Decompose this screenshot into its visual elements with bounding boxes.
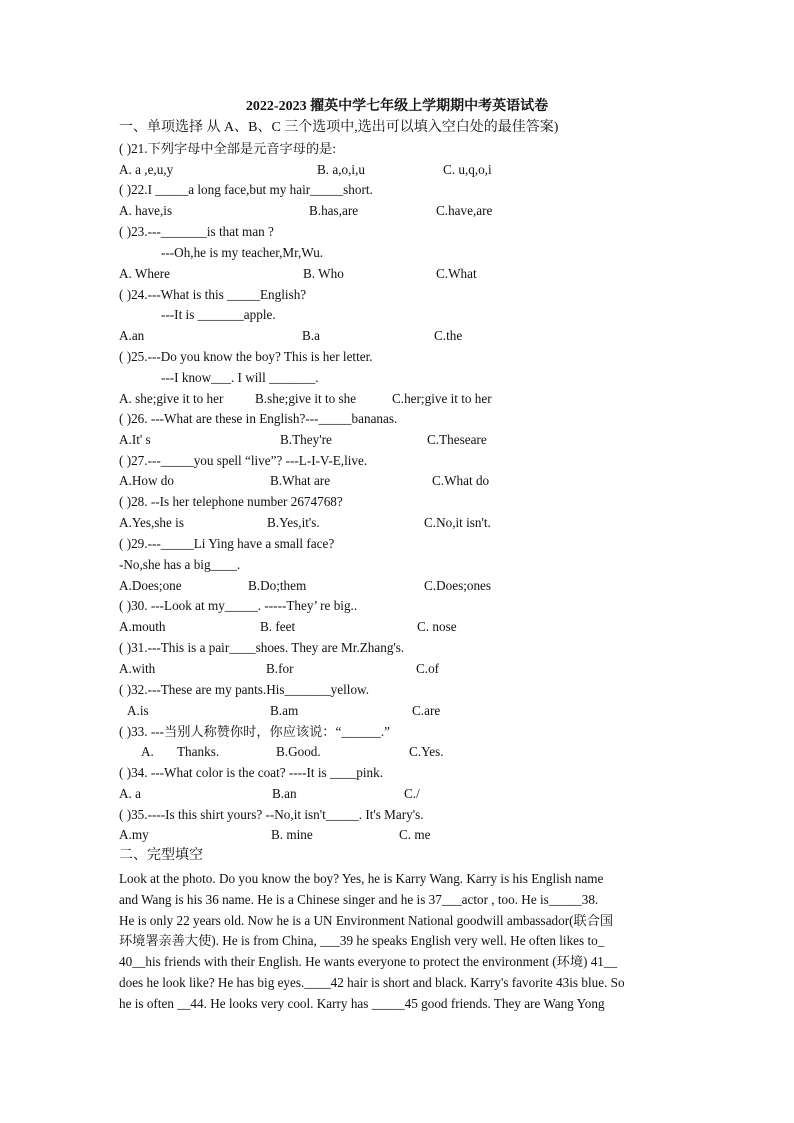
question-stem: ( )32.---These are my pants.His_______yellow. — [119, 682, 370, 697]
answer-option: A. a — [119, 786, 141, 801]
answer-option: B.has,are — [309, 203, 359, 218]
answer-option: B.an — [272, 786, 297, 801]
answer-option: B.They're — [280, 432, 332, 447]
answer-option: C.her;give it to her — [392, 391, 492, 406]
passage-line: Look at the photo. Do you know the boy? Yes, he is Karry Wang. Karry is his English name — [119, 871, 604, 886]
answer-option: A. a ,e,u,y — [119, 162, 174, 177]
answer-option: A.with — [119, 661, 156, 676]
answer-option: C.Theseare — [427, 432, 487, 447]
question-stem: ( )31.---This is a pair____shoes. They are Mr.Zhang's. — [119, 640, 405, 655]
answer-option: C.of — [416, 661, 440, 676]
question-stem: ---I know___. I will _______. — [161, 370, 319, 385]
question-stem: ( )33. ---当别人称赞你时，你应该说：“______.” — [119, 724, 391, 739]
passage-line: he is often __44. He looks very cool. Karry has _____45 good friends. They are Wang Yong — [119, 996, 605, 1011]
question-stem: ( )28. --Is her telephone number 2674768? — [119, 494, 343, 509]
question-stem: ( )22.I _____a long face,but my hair_____short. — [119, 182, 373, 197]
passage-line: 环境署亲善大使). He is from China, ___39 he speaks English very well. He often likes to_ — [119, 933, 605, 948]
passage-line: and Wang is his 36 name. He is a Chinese singer and he is 37___actor , too. He is_____38. — [119, 892, 599, 907]
answer-option: C.What — [436, 266, 477, 281]
answer-option: C.No,it isn't. — [424, 515, 491, 530]
answer-option: A. she;give it to her — [119, 391, 224, 406]
answer-option: A. — [141, 744, 154, 759]
question-stem: ( )27.---_____you spell “live”? ---L-I-V-E,live. — [119, 453, 368, 468]
answer-option: Thanks. — [177, 744, 220, 759]
question-stem: ( )23.---_______is that man ? — [119, 224, 274, 239]
answer-option: A.mouth — [119, 619, 166, 634]
answer-option: B.Good. — [276, 744, 321, 759]
answer-option: C. u,q,o,i — [443, 162, 492, 177]
answer-option: A.is — [127, 703, 149, 718]
answer-option: B.for — [266, 661, 294, 676]
answer-option: C.have,are — [436, 203, 493, 218]
answer-option: C.the — [434, 328, 463, 343]
answer-option: B.she;give it to she — [255, 391, 357, 406]
answer-option: A.Yes,she is — [119, 515, 184, 530]
answer-option: A.my — [119, 827, 149, 842]
answer-option: C.Yes. — [409, 744, 444, 759]
passage-line: He is only 22 years old. Now he is a UN Environment National goodwill ambassador(联合国 — [119, 913, 614, 928]
answer-option: A.It' s — [119, 432, 151, 447]
section-heading: 二、完型填空 — [119, 848, 203, 863]
question-stem: ( )29.---_____Li Ying have a small face? — [119, 536, 335, 551]
answer-option: C. nose — [417, 619, 457, 634]
answer-option: C. me — [399, 827, 431, 842]
question-stem: ( )30. ---Look at my_____. -----They’ re big.. — [119, 598, 358, 613]
answer-option: B.What are — [270, 473, 331, 488]
question-stem: ( )25.---Do you know the boy? This is her letter. — [119, 349, 373, 364]
question-stem: ---It is _______apple. — [161, 307, 276, 322]
answer-option: B.Do;them — [248, 578, 307, 593]
answer-option: A. have,is — [119, 203, 173, 218]
answer-option: A.Does;one — [119, 578, 182, 593]
question-stem: ---Oh,he is my teacher,Mr,Wu. — [161, 245, 324, 260]
passage-line: does he look like? He has big eyes.____42 hair is short and black. Karry's favorite 43is blue. So — [119, 975, 625, 990]
question-stem: -No,she has a big____. — [119, 557, 241, 572]
question-stem: ( )35.----Is this shirt yours? --No,it isn't_____. It's Mary's. — [119, 807, 424, 822]
answer-option: A. Where — [119, 266, 171, 281]
answer-option: C.What do — [432, 473, 490, 488]
section-heading: 一、单项选择 从 A、B、C 三个选项中,选出可以填入空白处的最佳答案) — [119, 120, 559, 135]
answer-option: C./ — [404, 786, 420, 801]
passage-line: 40__his friends with their English. He wants everyone to protect the environment (环境) 41__ — [119, 954, 618, 969]
answer-option: B. Who — [303, 266, 344, 281]
answer-option: A.How do — [119, 473, 174, 488]
answer-option: B. a,o,i,u — [317, 162, 365, 177]
answer-option: C.are — [412, 703, 441, 718]
question-stem: ( )34. ---What color is the coat? ----It is ____pink. — [119, 765, 384, 780]
answer-option: B. mine — [271, 827, 313, 842]
answer-option: A.an — [119, 328, 145, 343]
answer-option: B.Yes,it's. — [267, 515, 320, 530]
answer-option: B.am — [270, 703, 299, 718]
exam-title: 2022-2023 擢英中学七年级上学期期中考英语试卷 — [245, 99, 549, 114]
answer-option: B. feet — [260, 619, 296, 634]
question-stem: ( )24.---What is this _____English? — [119, 287, 307, 302]
question-stem: ( )21.下列字母中全部是元音字母的是: — [119, 141, 336, 156]
question-stem: ( )26. ---What are these in English?---_____bananas. — [119, 411, 398, 426]
answer-option: B.a — [302, 328, 320, 343]
answer-option: C.Does;ones — [424, 578, 492, 593]
